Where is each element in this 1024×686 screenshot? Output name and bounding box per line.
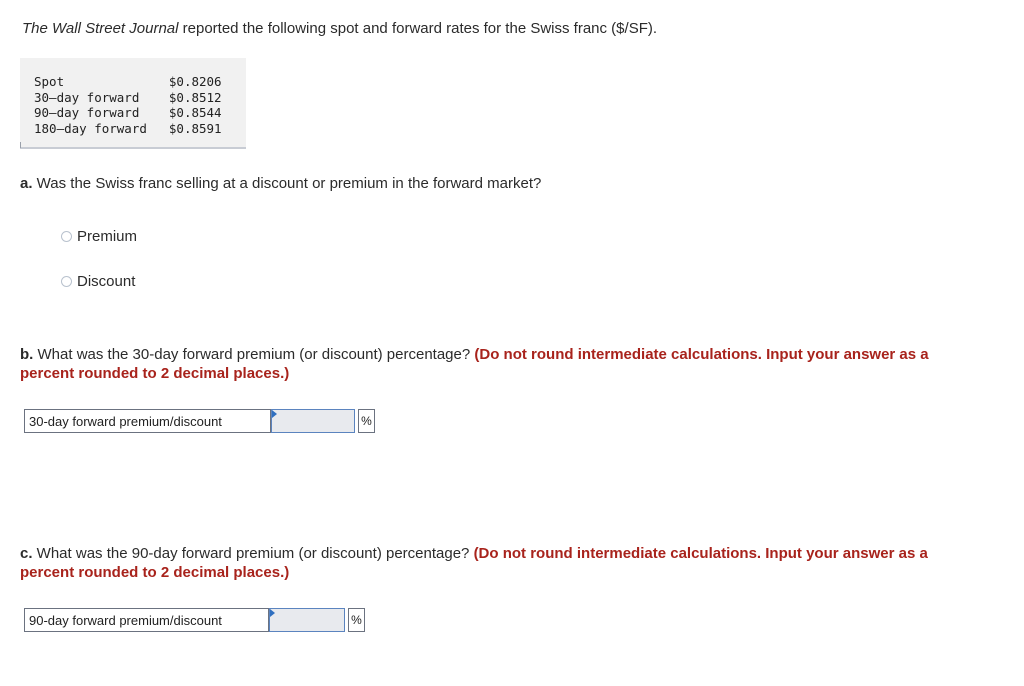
question-c-letter: c. bbox=[20, 545, 33, 562]
rate-label: 30–day forward bbox=[34, 89, 140, 105]
rate-value: $0.8512 bbox=[168, 89, 222, 105]
rate-label: Spot bbox=[34, 74, 65, 89]
rate-value: $0.8591 bbox=[168, 120, 222, 136]
question-a bbox=[20, 175, 541, 192]
table-edge-mark bbox=[20, 142, 21, 148]
question-c-instruction: (Do not round intermediate calculations. Input your answer as a bbox=[473, 545, 928, 562]
answer-label-30day: 30-day forward premium/discount bbox=[24, 409, 271, 433]
problem-intro bbox=[22, 20, 657, 37]
source-name: The Wall Street Journal bbox=[22, 20, 179, 37]
rate-row bbox=[34, 105, 222, 121]
answer-input-90day[interactable] bbox=[269, 608, 345, 632]
rate-row bbox=[34, 74, 222, 90]
intro-text: reported the following spot and forward rates for the Swiss franc ($/SF). bbox=[178, 20, 658, 37]
answer-input-wrap-30day bbox=[271, 409, 355, 433]
question-b bbox=[20, 346, 929, 363]
rate-row bbox=[34, 90, 222, 106]
rates-table-box bbox=[20, 58, 246, 149]
answer-input-30day[interactable] bbox=[271, 409, 355, 433]
rates-table bbox=[34, 74, 222, 136]
question-c-instruction-cont: percent rounded to 2 decimal places.) bbox=[20, 564, 290, 581]
percent-unit-90day: % bbox=[348, 608, 365, 632]
rate-value: $0.8206 bbox=[168, 74, 222, 89]
rate-row bbox=[34, 121, 222, 137]
question-b-letter: b. bbox=[20, 346, 34, 363]
question-c bbox=[20, 545, 928, 562]
question-c-text: What was the 90-day forward premium (or discount) percentage? bbox=[32, 545, 474, 562]
option-discount-label: Discount bbox=[77, 273, 136, 290]
percent-unit-30day: % bbox=[358, 409, 375, 433]
flag-icon bbox=[272, 410, 277, 418]
question-a-letter: a. bbox=[20, 175, 33, 192]
question-a-text: Was the Swiss franc selling at a discount or premium in the forward market? bbox=[32, 175, 542, 192]
question-b-instruction: (Do not round intermediate calculations. Input your answer as a bbox=[474, 346, 929, 363]
option-discount[interactable] bbox=[61, 273, 135, 290]
radio-discount[interactable] bbox=[61, 276, 72, 287]
radio-premium[interactable] bbox=[61, 231, 72, 242]
answer-row-90day bbox=[24, 608, 365, 632]
rate-label: 180–day forward bbox=[34, 120, 147, 136]
option-premium-label: Premium bbox=[77, 228, 138, 245]
question-b-text: What was the 30-day forward premium (or discount) percentage? bbox=[33, 346, 475, 363]
flag-icon bbox=[270, 609, 275, 617]
answer-label-90day: 90-day forward premium/discount bbox=[24, 608, 269, 632]
answer-row-30day bbox=[24, 409, 375, 433]
question-b-instruction-cont: percent rounded to 2 decimal places.) bbox=[20, 365, 290, 382]
rate-label: 90–day forward bbox=[34, 105, 140, 120]
answer-input-wrap-90day bbox=[269, 608, 345, 632]
rate-value: $0.8544 bbox=[168, 105, 222, 120]
option-premium[interactable] bbox=[61, 228, 137, 245]
